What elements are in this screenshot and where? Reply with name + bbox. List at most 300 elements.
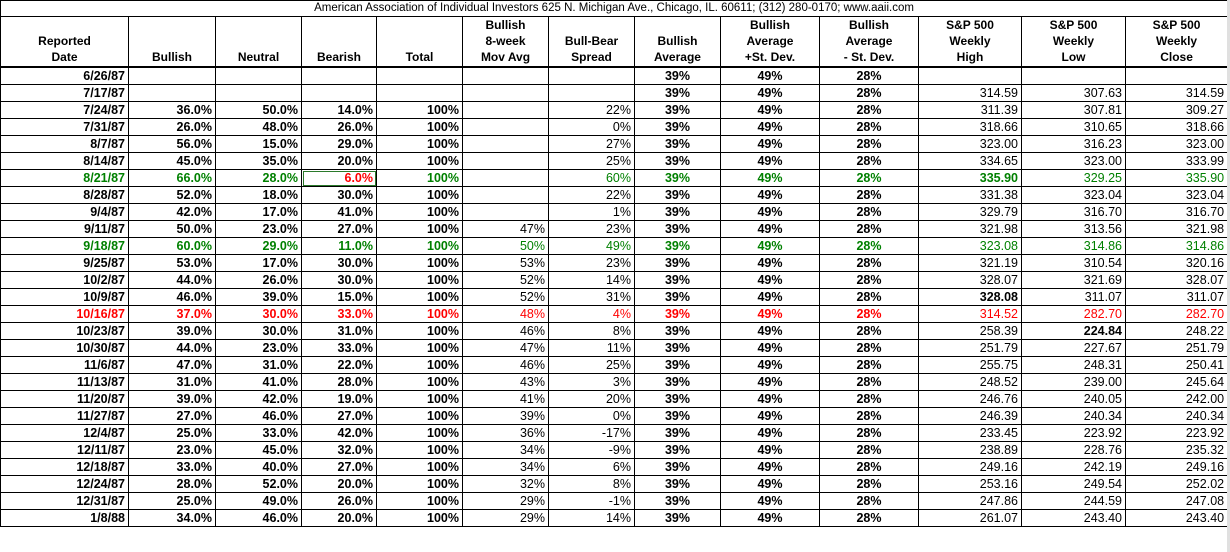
cell-bull-avg[interactable]: 39% [635,85,721,102]
cell-low[interactable]: 240.05 [1022,391,1126,408]
cell-date[interactable]: 12/4/87 [1,425,129,442]
header-close[interactable]: S&P 500 Weekly Close [1126,17,1228,68]
cell-avg-plus[interactable]: 49% [721,408,820,425]
cell-bull-avg[interactable]: 39% [635,272,721,289]
cell-low[interactable]: 307.63 [1022,85,1126,102]
cell-total[interactable]: 100% [377,374,463,391]
cell-total[interactable]: 100% [377,442,463,459]
cell-mov-avg[interactable] [463,85,549,102]
cell-total[interactable]: 100% [377,221,463,238]
cell-avg-minus[interactable]: 28% [820,170,919,187]
cell-avg-plus[interactable]: 49% [721,67,820,85]
cell-total[interactable]: 100% [377,408,463,425]
cell-avg-minus[interactable]: 28% [820,289,919,306]
cell-bullish[interactable]: 27.0% [129,408,216,425]
cell-avg-plus[interactable]: 49% [721,510,820,527]
cell-avg-minus[interactable]: 28% [820,391,919,408]
cell-neutral[interactable]: 42.0% [216,391,302,408]
cell-bull-avg[interactable]: 39% [635,340,721,357]
cell-high[interactable]: 238.89 [919,442,1022,459]
cell-spread[interactable]: -1% [549,493,635,510]
cell-bullish[interactable]: 45.0% [129,153,216,170]
cell-close[interactable]: 235.32 [1126,442,1228,459]
cell-date[interactable]: 10/2/87 [1,272,129,289]
cell-date[interactable]: 9/11/87 [1,221,129,238]
cell-date[interactable]: 11/6/87 [1,357,129,374]
cell-bull-avg[interactable]: 39% [635,187,721,204]
cell-bullish[interactable]: 36.0% [129,102,216,119]
cell-bearish[interactable]: 15.0% [302,289,377,306]
cell-close[interactable]: 240.34 [1126,408,1228,425]
cell-total[interactable]: 100% [377,187,463,204]
cell-avg-minus[interactable]: 28% [820,306,919,323]
cell-avg-plus[interactable]: 49% [721,493,820,510]
cell-bull-avg[interactable]: 39% [635,442,721,459]
cell-avg-plus[interactable]: 49% [721,153,820,170]
cell-close[interactable]: 318.66 [1126,119,1228,136]
cell-neutral[interactable]: 29.0% [216,238,302,255]
cell-low[interactable]: 307.81 [1022,102,1126,119]
cell-spread[interactable]: 14% [549,272,635,289]
cell-avg-minus[interactable]: 28% [820,204,919,221]
cell-date[interactable]: 9/25/87 [1,255,129,272]
cell-mov-avg[interactable]: 29% [463,510,549,527]
cell-total[interactable] [377,67,463,85]
cell-neutral[interactable]: 50.0% [216,102,302,119]
cell-high[interactable]: 321.98 [919,221,1022,238]
cell-avg-plus[interactable]: 49% [721,306,820,323]
cell-neutral[interactable]: 15.0% [216,136,302,153]
cell-avg-minus[interactable]: 28% [820,119,919,136]
cell-bearish[interactable]: 27.0% [302,221,377,238]
cell-bullish[interactable]: 56.0% [129,136,216,153]
cell-neutral[interactable]: 41.0% [216,374,302,391]
cell-high[interactable]: 328.08 [919,289,1022,306]
cell-spread[interactable] [549,85,635,102]
cell-neutral[interactable] [216,85,302,102]
cell-avg-plus[interactable]: 49% [721,136,820,153]
cell-neutral[interactable]: 49.0% [216,493,302,510]
cell-spread[interactable]: 25% [549,357,635,374]
cell-date[interactable]: 9/18/87 [1,238,129,255]
cell-close[interactable]: 323.00 [1126,136,1228,153]
header-high[interactable]: S&P 500 Weekly High [919,17,1022,68]
cell-bearish[interactable]: 20.0% [302,510,377,527]
cell-close[interactable]: 328.07 [1126,272,1228,289]
cell-high[interactable] [919,67,1022,85]
cell-bull-avg[interactable]: 39% [635,102,721,119]
cell-neutral[interactable]: 30.0% [216,306,302,323]
cell-low[interactable]: 224.84 [1022,323,1126,340]
cell-mov-avg[interactable]: 47% [463,221,549,238]
cell-high[interactable]: 321.19 [919,255,1022,272]
cell-avg-minus[interactable]: 28% [820,221,919,238]
cell-bearish[interactable]: 26.0% [302,119,377,136]
cell-bearish[interactable]: 28.0% [302,374,377,391]
cell-close[interactable]: 309.27 [1126,102,1228,119]
cell-total[interactable] [377,85,463,102]
cell-low[interactable]: 329.25 [1022,170,1126,187]
cell-mov-avg[interactable] [463,204,549,221]
cell-avg-plus[interactable]: 49% [721,476,820,493]
cell-high[interactable]: 328.07 [919,272,1022,289]
header-mov-avg[interactable]: Bullish 8-week Mov Avg [463,17,549,68]
cell-bullish[interactable]: 46.0% [129,289,216,306]
cell-avg-plus[interactable]: 49% [721,238,820,255]
cell-bullish[interactable]: 39.0% [129,323,216,340]
cell-mov-avg[interactable]: 52% [463,272,549,289]
cell-mov-avg[interactable] [463,67,549,85]
cell-bullish[interactable]: 23.0% [129,442,216,459]
cell-date[interactable]: 12/31/87 [1,493,129,510]
header-date[interactable]: Reported Date [1,17,129,68]
cell-mov-avg[interactable] [463,119,549,136]
cell-date[interactable]: 1/8/88 [1,510,129,527]
cell-close[interactable]: 249.16 [1126,459,1228,476]
cell-avg-plus[interactable]: 49% [721,425,820,442]
cell-date[interactable]: 10/30/87 [1,340,129,357]
cell-mov-avg[interactable] [463,187,549,204]
cell-total[interactable]: 100% [377,510,463,527]
cell-date[interactable]: 12/18/87 [1,459,129,476]
cell-total[interactable]: 100% [377,425,463,442]
cell-total[interactable]: 100% [377,102,463,119]
header-bullish[interactable]: Bullish [129,17,216,68]
cell-bearish[interactable]: 42.0% [302,425,377,442]
cell-neutral[interactable]: 46.0% [216,510,302,527]
cell-close[interactable]: 248.22 [1126,323,1228,340]
cell-date[interactable]: 11/20/87 [1,391,129,408]
cell-bull-avg[interactable]: 39% [635,510,721,527]
cell-bullish[interactable]: 28.0% [129,476,216,493]
cell-low[interactable]: 239.00 [1022,374,1126,391]
cell-high[interactable]: 248.52 [919,374,1022,391]
cell-high[interactable]: 311.39 [919,102,1022,119]
cell-total[interactable]: 100% [377,119,463,136]
cell-bullish[interactable]: 31.0% [129,374,216,391]
cell-date[interactable]: 7/17/87 [1,85,129,102]
cell-date[interactable]: 11/13/87 [1,374,129,391]
cell-bearish[interactable]: 33.0% [302,306,377,323]
cell-avg-minus[interactable]: 28% [820,238,919,255]
cell-spread[interactable]: 11% [549,340,635,357]
cell-date[interactable]: 10/23/87 [1,323,129,340]
cell-neutral[interactable]: 23.0% [216,221,302,238]
cell-bullish[interactable]: 66.0% [129,170,216,187]
cell-mov-avg[interactable]: 46% [463,323,549,340]
cell-total[interactable]: 100% [377,136,463,153]
header-spread[interactable]: Bull-Bear Spread [549,17,635,68]
cell-avg-plus[interactable]: 49% [721,442,820,459]
cell-spread[interactable]: -9% [549,442,635,459]
cell-low[interactable]: 227.67 [1022,340,1126,357]
cell-total[interactable]: 100% [377,323,463,340]
cell-avg-plus[interactable]: 49% [721,340,820,357]
cell-low[interactable]: 310.54 [1022,255,1126,272]
cell-avg-plus[interactable]: 49% [721,323,820,340]
cell-avg-minus[interactable]: 28% [820,85,919,102]
cell-total[interactable]: 100% [377,306,463,323]
cell-close[interactable]: 323.04 [1126,187,1228,204]
cell-date[interactable]: 8/21/87 [1,170,129,187]
cell-total[interactable]: 100% [377,289,463,306]
cell-low[interactable]: 323.04 [1022,187,1126,204]
cell-spread[interactable]: 8% [549,476,635,493]
cell-spread[interactable]: 1% [549,204,635,221]
cell-mov-avg[interactable]: 34% [463,442,549,459]
cell-bull-avg[interactable]: 39% [635,221,721,238]
cell-spread[interactable]: 20% [549,391,635,408]
cell-mov-avg[interactable]: 36% [463,425,549,442]
cell-avg-minus[interactable]: 28% [820,272,919,289]
cell-high[interactable]: 323.08 [919,238,1022,255]
cell-low[interactable]: 314.86 [1022,238,1126,255]
cell-avg-minus[interactable]: 28% [820,340,919,357]
cell-neutral[interactable]: 33.0% [216,425,302,442]
cell-bullish[interactable]: 26.0% [129,119,216,136]
cell-high[interactable]: 334.65 [919,153,1022,170]
cell-low[interactable]: 240.34 [1022,408,1126,425]
cell-bull-avg[interactable]: 39% [635,136,721,153]
cell-avg-plus[interactable]: 49% [721,272,820,289]
cell-bullish[interactable]: 37.0% [129,306,216,323]
cell-bull-avg[interactable]: 39% [635,153,721,170]
cell-high[interactable]: 314.59 [919,85,1022,102]
cell-mov-avg[interactable] [463,136,549,153]
cell-low[interactable]: 323.00 [1022,153,1126,170]
cell-neutral[interactable]: 48.0% [216,119,302,136]
cell-bull-avg[interactable]: 39% [635,459,721,476]
cell-mov-avg[interactable]: 34% [463,459,549,476]
cell-bull-avg[interactable]: 39% [635,204,721,221]
cell-bull-avg[interactable]: 39% [635,119,721,136]
cell-high[interactable]: 261.07 [919,510,1022,527]
cell-low[interactable]: 321.69 [1022,272,1126,289]
cell-mov-avg[interactable]: 43% [463,374,549,391]
cell-date[interactable]: 11/27/87 [1,408,129,425]
cell-avg-plus[interactable]: 49% [721,255,820,272]
cell-mov-avg[interactable] [463,102,549,119]
header-bearish[interactable]: Bearish [302,17,377,68]
cell-close[interactable]: 314.59 [1126,85,1228,102]
cell-bull-avg[interactable]: 39% [635,306,721,323]
cell-bearish[interactable]: 30.0% [302,187,377,204]
cell-avg-plus[interactable]: 49% [721,391,820,408]
cell-bull-avg[interactable]: 39% [635,408,721,425]
cell-low[interactable]: 313.56 [1022,221,1126,238]
cell-high[interactable]: 247.86 [919,493,1022,510]
cell-spread[interactable]: 49% [549,238,635,255]
cell-high[interactable]: 258.39 [919,323,1022,340]
cell-bull-avg[interactable]: 39% [635,425,721,442]
cell-close[interactable]: 250.41 [1126,357,1228,374]
cell-spread[interactable]: 27% [549,136,635,153]
cell-close[interactable]: 320.16 [1126,255,1228,272]
cell-mov-avg[interactable]: 29% [463,493,549,510]
cell-close[interactable]: 314.86 [1126,238,1228,255]
cell-avg-minus[interactable]: 28% [820,510,919,527]
cell-neutral[interactable]: 39.0% [216,289,302,306]
cell-date[interactable]: 12/24/87 [1,476,129,493]
cell-total[interactable]: 100% [377,153,463,170]
cell-close[interactable]: 247.08 [1126,493,1228,510]
cell-high[interactable]: 246.39 [919,408,1022,425]
cell-bearish[interactable]: 14.0% [302,102,377,119]
cell-avg-plus[interactable]: 49% [721,357,820,374]
cell-bull-avg[interactable]: 39% [635,391,721,408]
cell-low[interactable] [1022,67,1126,85]
cell-bearish[interactable]: 11.0% [302,238,377,255]
cell-neutral[interactable]: 40.0% [216,459,302,476]
header-total[interactable]: Total [377,17,463,68]
cell-total[interactable]: 100% [377,170,463,187]
cell-high[interactable]: 253.16 [919,476,1022,493]
cell-bullish[interactable]: 34.0% [129,510,216,527]
cell-neutral[interactable] [216,67,302,85]
cell-spread[interactable]: 22% [549,187,635,204]
cell-neutral[interactable]: 46.0% [216,408,302,425]
cell-avg-minus[interactable]: 28% [820,102,919,119]
cell-avg-plus[interactable]: 49% [721,102,820,119]
cell-bull-avg[interactable]: 39% [635,170,721,187]
cell-bullish[interactable]: 44.0% [129,272,216,289]
cell-spread[interactable]: 31% [549,289,635,306]
cell-spread[interactable]: 0% [549,408,635,425]
cell-bullish[interactable] [129,67,216,85]
cell-spread[interactable]: 0% [549,119,635,136]
cell-high[interactable]: 323.00 [919,136,1022,153]
cell-bearish[interactable]: 31.0% [302,323,377,340]
cell-close[interactable]: 245.64 [1126,374,1228,391]
cell-neutral[interactable]: 52.0% [216,476,302,493]
header-low[interactable]: S&P 500 Weekly Low [1022,17,1126,68]
cell-bull-avg[interactable]: 39% [635,374,721,391]
cell-bull-avg[interactable]: 39% [635,255,721,272]
cell-bull-avg[interactable]: 39% [635,493,721,510]
cell-avg-minus[interactable]: 28% [820,408,919,425]
cell-bullish[interactable]: 44.0% [129,340,216,357]
cell-close[interactable]: 252.02 [1126,476,1228,493]
cell-bullish[interactable]: 42.0% [129,204,216,221]
cell-mov-avg[interactable] [463,170,549,187]
cell-total[interactable]: 100% [377,204,463,221]
cell-neutral[interactable]: 26.0% [216,272,302,289]
cell-low[interactable]: 316.70 [1022,204,1126,221]
cell-bearish[interactable]: 29.0% [302,136,377,153]
cell-spread[interactable]: 22% [549,102,635,119]
cell-spread[interactable]: 14% [549,510,635,527]
cell-avg-plus[interactable]: 49% [721,289,820,306]
cell-avg-minus[interactable]: 28% [820,67,919,85]
cell-neutral[interactable]: 45.0% [216,442,302,459]
cell-avg-minus[interactable]: 28% [820,255,919,272]
cell-bull-avg[interactable]: 39% [635,476,721,493]
cell-bull-avg[interactable]: 39% [635,67,721,85]
cell-date[interactable]: 6/26/87 [1,67,129,85]
cell-avg-minus[interactable]: 28% [820,187,919,204]
cell-close[interactable]: 311.07 [1126,289,1228,306]
cell-total[interactable]: 100% [377,340,463,357]
cell-avg-plus[interactable]: 49% [721,204,820,221]
cell-bull-avg[interactable]: 39% [635,238,721,255]
cell-high[interactable]: 314.52 [919,306,1022,323]
cell-close[interactable]: 333.99 [1126,153,1228,170]
cell-bullish[interactable]: 39.0% [129,391,216,408]
cell-bull-avg[interactable]: 39% [635,357,721,374]
cell-avg-minus[interactable]: 28% [820,323,919,340]
cell-spread[interactable]: 25% [549,153,635,170]
cell-total[interactable]: 100% [377,391,463,408]
title-cell[interactable]: American Association of Individual Investors 625 N. Michigan Ave., Chicago, IL. 60611; (312) 280-0170; www.aaii.com [1,1,1228,17]
cell-bearish[interactable]: 27.0% [302,459,377,476]
cell-high[interactable]: 249.16 [919,459,1022,476]
cell-close[interactable]: 316.70 [1126,204,1228,221]
cell-neutral[interactable]: 17.0% [216,204,302,221]
cell-avg-minus[interactable]: 28% [820,153,919,170]
cell-avg-plus[interactable]: 49% [721,119,820,136]
cell-high[interactable]: 246.76 [919,391,1022,408]
cell-high[interactable]: 329.79 [919,204,1022,221]
cell-bearish[interactable]: 32.0% [302,442,377,459]
cell-total[interactable]: 100% [377,272,463,289]
cell-bearish[interactable]: 6.0% [302,170,377,187]
cell-low[interactable]: 311.07 [1022,289,1126,306]
cell-bearish[interactable]: 27.0% [302,408,377,425]
cell-total[interactable]: 100% [377,476,463,493]
cell-spread[interactable]: 8% [549,323,635,340]
cell-close[interactable]: 251.79 [1126,340,1228,357]
cell-neutral[interactable]: 28.0% [216,170,302,187]
cell-avg-minus[interactable]: 28% [820,442,919,459]
cell-bullish[interactable]: 25.0% [129,425,216,442]
cell-high[interactable]: 318.66 [919,119,1022,136]
cell-date[interactable]: 8/7/87 [1,136,129,153]
cell-low[interactable]: 248.31 [1022,357,1126,374]
cell-date[interactable]: 9/4/87 [1,204,129,221]
cell-spread[interactable] [549,67,635,85]
cell-bearish[interactable]: 20.0% [302,476,377,493]
cell-total[interactable]: 100% [377,255,463,272]
header-avg-minus[interactable]: Bullish Average - St. Dev. [820,17,919,68]
cell-neutral[interactable]: 18.0% [216,187,302,204]
cell-spread[interactable]: 3% [549,374,635,391]
cell-low[interactable]: 249.54 [1022,476,1126,493]
cell-avg-minus[interactable]: 28% [820,459,919,476]
cell-close[interactable]: 242.00 [1126,391,1228,408]
cell-avg-minus[interactable]: 28% [820,425,919,442]
cell-low[interactable]: 242.19 [1022,459,1126,476]
cell-total[interactable]: 100% [377,459,463,476]
cell-avg-minus[interactable]: 28% [820,493,919,510]
cell-neutral[interactable]: 31.0% [216,357,302,374]
cell-low[interactable]: 244.59 [1022,493,1126,510]
cell-avg-plus[interactable]: 49% [721,374,820,391]
cell-close[interactable]: 321.98 [1126,221,1228,238]
cell-spread[interactable]: 4% [549,306,635,323]
cell-bullish[interactable]: 47.0% [129,357,216,374]
cell-close[interactable]: 243.40 [1126,510,1228,527]
cell-bearish[interactable]: 22.0% [302,357,377,374]
cell-bullish[interactable] [129,85,216,102]
cell-high[interactable]: 251.79 [919,340,1022,357]
cell-mov-avg[interactable]: 50% [463,238,549,255]
cell-bearish[interactable] [302,85,377,102]
cell-low[interactable]: 316.23 [1022,136,1126,153]
cell-avg-minus[interactable]: 28% [820,136,919,153]
cell-bearish[interactable] [302,67,377,85]
cell-avg-minus[interactable]: 28% [820,357,919,374]
cell-bullish[interactable]: 60.0% [129,238,216,255]
